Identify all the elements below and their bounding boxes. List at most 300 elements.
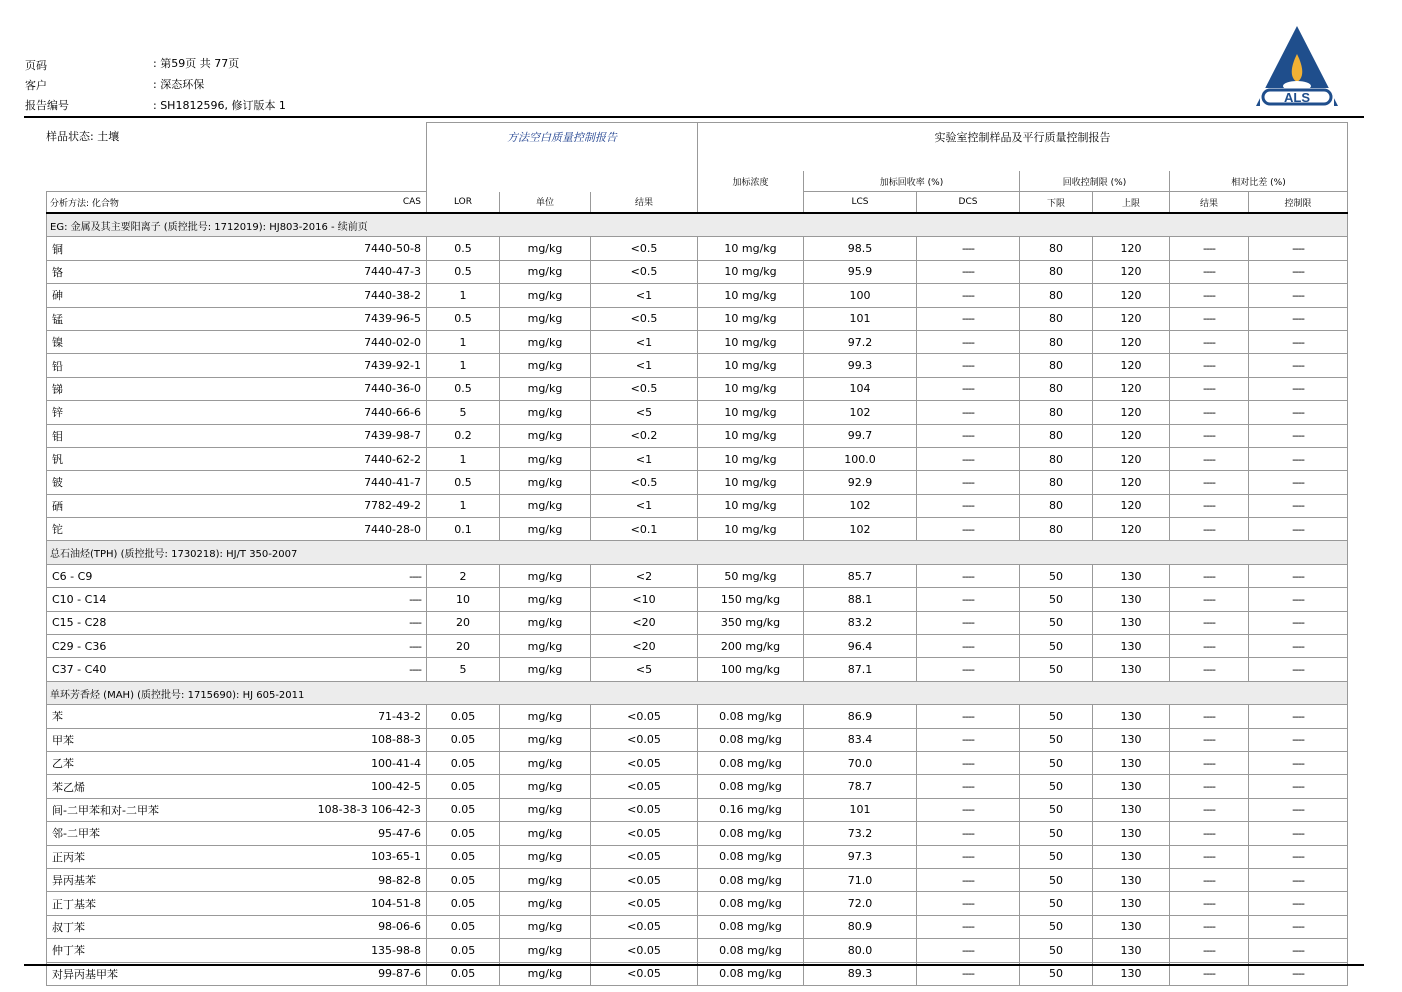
unit-value: mg/kg	[500, 635, 591, 658]
lower-limit: 50	[1020, 892, 1093, 915]
blank-result: <1	[591, 330, 698, 353]
rpd-result: ----	[1170, 798, 1249, 821]
upper-limit: 130	[1093, 939, 1170, 962]
blank-result: <0.05	[591, 845, 698, 868]
lor-value: 20	[427, 611, 500, 634]
lor-value: 0.5	[427, 377, 500, 400]
analyte-name: 正丁基苯	[47, 892, 211, 915]
blank-result: <0.05	[591, 798, 698, 821]
rpd-limit: ----	[1249, 822, 1348, 845]
table-row	[47, 354, 1348, 377]
sample-state: 样品状态: 土壤	[46, 130, 120, 143]
blank-result: <0.05	[591, 728, 698, 751]
lower-limit: 80	[1020, 354, 1093, 377]
lcs-recovery: 95.9	[804, 260, 917, 283]
lcs-recovery: 99.3	[804, 354, 917, 377]
lcs-recovery: 100	[804, 284, 917, 307]
dcs-recovery: ----	[917, 401, 1020, 424]
unit-value: mg/kg	[500, 424, 591, 447]
lor-value: 0.05	[427, 798, 500, 821]
lor-value: 10	[427, 588, 500, 611]
unit-value: mg/kg	[500, 611, 591, 634]
blank-result: <0.05	[591, 892, 698, 915]
analyte-name: 镍	[47, 330, 211, 353]
spike-conc: 0.08 mg/kg	[698, 775, 804, 798]
report-number-value: : SH1812596, 修订版本 1	[153, 99, 286, 112]
unit-header: 单位	[500, 192, 591, 214]
cas-number: 71-43-2	[211, 705, 427, 728]
table-row	[47, 518, 1348, 541]
lcs-recovery: 83.4	[804, 728, 917, 751]
blank-result: <20	[591, 635, 698, 658]
rpd-result: ----	[1170, 564, 1249, 587]
cas-number: 7440-36-0	[211, 377, 427, 400]
upper-limit: 130	[1093, 822, 1170, 845]
table-row	[47, 728, 1348, 751]
rpd-result: ----	[1170, 939, 1249, 962]
analyte-name: 乙苯	[47, 751, 211, 774]
dcs-recovery: ----	[917, 915, 1020, 938]
lcs-recovery: 92.9	[804, 471, 917, 494]
spike-conc: 0.08 mg/kg	[698, 845, 804, 868]
spike-conc: 350 mg/kg	[698, 611, 804, 634]
lor-value: 5	[427, 658, 500, 681]
group-header-row	[47, 541, 1348, 564]
upper-limit-header: 上限	[1093, 192, 1170, 214]
cas-number: 7440-66-6	[211, 401, 427, 424]
upper-limit: 120	[1093, 447, 1170, 470]
result-header: 结果	[591, 192, 698, 214]
spike-conc: 50 mg/kg	[698, 564, 804, 587]
unit-value: mg/kg	[500, 798, 591, 821]
spike-conc: 10 mg/kg	[698, 424, 804, 447]
unit-value: mg/kg	[500, 447, 591, 470]
upper-limit: 130	[1093, 775, 1170, 798]
upper-limit: 120	[1093, 424, 1170, 447]
spike-conc: 10 mg/kg	[698, 518, 804, 541]
footer-divider	[24, 964, 1364, 966]
dcs-recovery: ----	[917, 588, 1020, 611]
table-row	[47, 588, 1348, 611]
lor-value: 0.05	[427, 845, 500, 868]
rpd-result: ----	[1170, 588, 1249, 611]
lcs-recovery: 80.0	[804, 939, 917, 962]
unit-value: mg/kg	[500, 939, 591, 962]
analyte-name: 苯	[47, 705, 211, 728]
dcs-recovery: ----	[917, 611, 1020, 634]
lor-value: 5	[427, 401, 500, 424]
rpd-result: ----	[1170, 728, 1249, 751]
rpd-limit: ----	[1249, 635, 1348, 658]
lcs-header: LCS	[804, 192, 917, 214]
analyte-name: 铊	[47, 518, 211, 541]
lower-limit: 80	[1020, 260, 1093, 283]
rpd-result-header: 结果	[1170, 192, 1249, 214]
cas-number: ----	[211, 564, 427, 587]
rpd-result: ----	[1170, 518, 1249, 541]
lcs-recovery: 70.0	[804, 751, 917, 774]
rpd-limit: ----	[1249, 401, 1348, 424]
rpd-limit: ----	[1249, 260, 1348, 283]
table-row	[47, 775, 1348, 798]
spike-conc: 0.08 mg/kg	[698, 939, 804, 962]
unit-value: mg/kg	[500, 588, 591, 611]
unit-value: mg/kg	[500, 284, 591, 307]
spike-conc: 0.08 mg/kg	[698, 728, 804, 751]
spike-conc: 0.08 mg/kg	[698, 892, 804, 915]
table-row	[47, 822, 1348, 845]
lor-value: 1	[427, 494, 500, 517]
unit-value: mg/kg	[500, 915, 591, 938]
dcs-recovery: ----	[917, 892, 1020, 915]
recovery-limits-header: 回收控制限 (%)	[1020, 171, 1170, 192]
rpd-result: ----	[1170, 962, 1249, 985]
analyte-name: C6 - C9	[47, 564, 211, 587]
cas-number: 108-88-3	[211, 728, 427, 751]
dcs-recovery: ----	[917, 494, 1020, 517]
unit-value: mg/kg	[500, 705, 591, 728]
unit-value: mg/kg	[500, 494, 591, 517]
blank-result: <0.05	[591, 822, 698, 845]
header-divider	[24, 116, 1364, 118]
rpd-result: ----	[1170, 822, 1249, 845]
rpd-limit: ----	[1249, 588, 1348, 611]
table-row	[47, 635, 1348, 658]
lower-limit: 50	[1020, 962, 1093, 985]
analyte-name: 间-二甲苯和对-二甲苯	[47, 798, 211, 821]
upper-limit: 120	[1093, 237, 1170, 260]
rpd-result: ----	[1170, 401, 1249, 424]
unit-value: mg/kg	[500, 822, 591, 845]
table-row	[47, 939, 1348, 962]
lower-limit: 80	[1020, 401, 1093, 424]
dcs-recovery: ----	[917, 705, 1020, 728]
spike-conc: 10 mg/kg	[698, 284, 804, 307]
analyte-name: 苯乙烯	[47, 775, 211, 798]
table-row	[47, 237, 1348, 260]
cas-number: 100-42-5	[211, 775, 427, 798]
upper-limit: 130	[1093, 564, 1170, 587]
analyte-name: 锌	[47, 401, 211, 424]
spike-conc: 200 mg/kg	[698, 635, 804, 658]
analyte-name: 铜	[47, 237, 211, 260]
analyte-header: 分析方法: 化合物	[47, 192, 211, 214]
dcs-recovery: ----	[917, 939, 1020, 962]
rpd-result: ----	[1170, 494, 1249, 517]
upper-limit: 120	[1093, 307, 1170, 330]
lcs-recovery: 72.0	[804, 892, 917, 915]
table-row	[47, 377, 1348, 400]
rpd-result: ----	[1170, 237, 1249, 260]
spike-conc: 0.08 mg/kg	[698, 822, 804, 845]
unit-value: mg/kg	[500, 471, 591, 494]
cas-number: ----	[211, 611, 427, 634]
upper-limit: 130	[1093, 611, 1170, 634]
lor-value: 0.05	[427, 892, 500, 915]
rpd-result: ----	[1170, 611, 1249, 634]
spike-conc: 10 mg/kg	[698, 494, 804, 517]
unit-value: mg/kg	[500, 237, 591, 260]
analyte-name: 铬	[47, 260, 211, 283]
dcs-recovery: ----	[917, 635, 1020, 658]
rpd-limit: ----	[1249, 564, 1348, 587]
blank-result: <0.5	[591, 377, 698, 400]
spike-conc-header: 加标浓度	[698, 171, 804, 192]
report-number-label: 报告编号	[25, 99, 69, 112]
unit-value: mg/kg	[500, 962, 591, 985]
upper-limit: 130	[1093, 915, 1170, 938]
analyte-name: 对异丙基甲苯	[47, 962, 211, 985]
blank-result: <0.1	[591, 518, 698, 541]
upper-limit: 130	[1093, 588, 1170, 611]
analyte-name: C15 - C28	[47, 611, 211, 634]
lower-limit: 80	[1020, 447, 1093, 470]
dcs-recovery: ----	[917, 728, 1020, 751]
lower-limit: 50	[1020, 939, 1093, 962]
upper-limit: 130	[1093, 728, 1170, 751]
table-row	[47, 658, 1348, 681]
rpd-limit: ----	[1249, 354, 1348, 377]
method-blank-title: 方法空白质量控制报告	[507, 131, 617, 144]
unit-value: mg/kg	[500, 330, 591, 353]
dcs-recovery: ----	[917, 962, 1020, 985]
lor-value: 0.5	[427, 237, 500, 260]
lcs-recovery: 86.9	[804, 705, 917, 728]
cas-number: ----	[211, 635, 427, 658]
analyte-name: 仲丁苯	[47, 939, 211, 962]
blank-result: <1	[591, 494, 698, 517]
upper-limit: 130	[1093, 705, 1170, 728]
spike-conc: 150 mg/kg	[698, 588, 804, 611]
analyte-name: 叔丁苯	[47, 915, 211, 938]
analyte-name: 砷	[47, 284, 211, 307]
unit-value: mg/kg	[500, 354, 591, 377]
lower-limit: 80	[1020, 471, 1093, 494]
lor-value: 0.05	[427, 751, 500, 774]
rpd-result: ----	[1170, 354, 1249, 377]
analyte-name: 邻-二甲苯	[47, 822, 211, 845]
lcs-recovery: 101	[804, 307, 917, 330]
lower-limit: 80	[1020, 237, 1093, 260]
analyte-name: 钼	[47, 424, 211, 447]
lor-value: 0.05	[427, 915, 500, 938]
upper-limit: 120	[1093, 330, 1170, 353]
rpd-result: ----	[1170, 915, 1249, 938]
unit-value: mg/kg	[500, 377, 591, 400]
rpd-result: ----	[1170, 845, 1249, 868]
lcs-recovery: 88.1	[804, 588, 917, 611]
cas-number: 7440-38-2	[211, 284, 427, 307]
lcs-recovery: 80.9	[804, 915, 917, 938]
group-title: EG: 金属及其主要阳离子 (质控批号: 1712019): HJ803-2016 - 续前页	[47, 213, 1348, 237]
group-header-row	[47, 213, 1348, 237]
lower-limit: 50	[1020, 915, 1093, 938]
rpd-result: ----	[1170, 260, 1249, 283]
rpd-result: ----	[1170, 635, 1249, 658]
table-row	[47, 447, 1348, 470]
table-row	[47, 845, 1348, 868]
rpd-result: ----	[1170, 330, 1249, 353]
rpd-limit: ----	[1249, 728, 1348, 751]
rpd-limit-header: 控制限	[1249, 192, 1348, 214]
spike-conc: 10 mg/kg	[698, 447, 804, 470]
rpd-limit: ----	[1249, 939, 1348, 962]
lor-value: 1	[427, 447, 500, 470]
lor-value: 2	[427, 564, 500, 587]
analyte-name: 正丙苯	[47, 845, 211, 868]
table-row	[47, 307, 1348, 330]
upper-limit: 120	[1093, 354, 1170, 377]
rpd-limit: ----	[1249, 798, 1348, 821]
group-header-row	[47, 681, 1348, 704]
cas-number: 95-47-6	[211, 822, 427, 845]
lor-value: 0.05	[427, 728, 500, 751]
table-row	[47, 868, 1348, 891]
upper-limit: 130	[1093, 845, 1170, 868]
blank-result: <10	[591, 588, 698, 611]
lower-limit-header: 下限	[1020, 192, 1093, 214]
upper-limit: 120	[1093, 260, 1170, 283]
analyte-name: 甲苯	[47, 728, 211, 751]
rpd-limit: ----	[1249, 868, 1348, 891]
rpd-result: ----	[1170, 377, 1249, 400]
unit-value: mg/kg	[500, 728, 591, 751]
unit-value: mg/kg	[500, 845, 591, 868]
lcs-recovery: 87.1	[804, 658, 917, 681]
lor-value: 0.05	[427, 962, 500, 985]
spike-conc: 0.16 mg/kg	[698, 798, 804, 821]
lower-limit: 50	[1020, 798, 1093, 821]
blank-result: <0.5	[591, 237, 698, 260]
lower-limit: 50	[1020, 564, 1093, 587]
cas-number: ----	[211, 588, 427, 611]
lcs-recovery: 78.7	[804, 775, 917, 798]
rpd-limit: ----	[1249, 330, 1348, 353]
cas-number: 7439-96-5	[211, 307, 427, 330]
rpd-result: ----	[1170, 658, 1249, 681]
unit-value: mg/kg	[500, 401, 591, 424]
cas-number: 7440-28-0	[211, 518, 427, 541]
lor-value: 20	[427, 635, 500, 658]
unit-value: mg/kg	[500, 868, 591, 891]
lcs-recovery: 96.4	[804, 635, 917, 658]
spike-conc: 10 mg/kg	[698, 401, 804, 424]
cas-number: 103-65-1	[211, 845, 427, 868]
cas-number: 98-06-6	[211, 915, 427, 938]
analyte-name: C29 - C36	[47, 635, 211, 658]
dcs-recovery: ----	[917, 564, 1020, 587]
rpd-limit: ----	[1249, 845, 1348, 868]
rpd-result: ----	[1170, 447, 1249, 470]
dcs-recovery: ----	[917, 518, 1020, 541]
dcs-recovery: ----	[917, 237, 1020, 260]
lower-limit: 80	[1020, 494, 1093, 517]
client-value: : 深态环保	[153, 78, 205, 91]
blank-result: <5	[591, 401, 698, 424]
cas-number: 108-38-3 106-42-3	[211, 798, 427, 821]
rpd-limit: ----	[1249, 284, 1348, 307]
cas-number: 7440-62-2	[211, 447, 427, 470]
dcs-recovery: ----	[917, 798, 1020, 821]
rpd-result: ----	[1170, 868, 1249, 891]
lower-limit: 80	[1020, 424, 1093, 447]
lor-header: LOR	[427, 192, 500, 214]
dcs-recovery: ----	[917, 260, 1020, 283]
analyte-name: C10 - C14	[47, 588, 211, 611]
cas-number: 99-87-6	[211, 962, 427, 985]
lower-limit: 80	[1020, 377, 1093, 400]
unit-value: mg/kg	[500, 307, 591, 330]
dcs-recovery: ----	[917, 868, 1020, 891]
lower-limit: 50	[1020, 728, 1093, 751]
cas-number: 104-51-8	[211, 892, 427, 915]
table-row	[47, 494, 1348, 517]
page-number-value: : 第59页 共 77页	[153, 57, 240, 70]
blank-result: <0.05	[591, 868, 698, 891]
analyte-name: C37 - C40	[47, 658, 211, 681]
table-row	[47, 260, 1348, 283]
table-row	[47, 751, 1348, 774]
unit-value: mg/kg	[500, 751, 591, 774]
dcs-recovery: ----	[917, 751, 1020, 774]
lor-value: 0.5	[427, 471, 500, 494]
upper-limit: 130	[1093, 868, 1170, 891]
spike-conc: 10 mg/kg	[698, 354, 804, 377]
spike-conc: 10 mg/kg	[698, 330, 804, 353]
rpd-limit: ----	[1249, 775, 1348, 798]
rpd-limit: ----	[1249, 447, 1348, 470]
lor-value: 0.2	[427, 424, 500, 447]
cas-number: 7782-49-2	[211, 494, 427, 517]
unit-value: mg/kg	[500, 892, 591, 915]
spike-conc: 0.08 mg/kg	[698, 868, 804, 891]
lower-limit: 80	[1020, 518, 1093, 541]
dcs-recovery: ----	[917, 845, 1020, 868]
spike-conc: 10 mg/kg	[698, 471, 804, 494]
spike-conc: 10 mg/kg	[698, 307, 804, 330]
blank-result: <0.5	[591, 260, 698, 283]
rpd-result: ----	[1170, 751, 1249, 774]
upper-limit: 120	[1093, 494, 1170, 517]
lower-limit: 50	[1020, 751, 1093, 774]
spike-conc: 0.08 mg/kg	[698, 915, 804, 938]
dcs-recovery: ----	[917, 377, 1020, 400]
table-row	[47, 424, 1348, 447]
unit-value: mg/kg	[500, 260, 591, 283]
rpd-limit: ----	[1249, 377, 1348, 400]
lor-value: 1	[427, 330, 500, 353]
rpd-limit: ----	[1249, 658, 1348, 681]
upper-limit: 130	[1093, 798, 1170, 821]
dcs-recovery: ----	[917, 330, 1020, 353]
rpd-header: 相对比差 (%)	[1170, 171, 1348, 192]
client-label: 客户	[25, 79, 47, 92]
rpd-limit: ----	[1249, 611, 1348, 634]
lcs-recovery: 97.3	[804, 845, 917, 868]
spike-conc: 0.08 mg/kg	[698, 962, 804, 985]
rpd-limit: ----	[1249, 751, 1348, 774]
analyte-name: 铍	[47, 471, 211, 494]
rpd-result: ----	[1170, 892, 1249, 915]
lor-value: 0.05	[427, 775, 500, 798]
spike-conc: 10 mg/kg	[698, 377, 804, 400]
als-logo	[1254, 24, 1340, 110]
lower-limit: 50	[1020, 611, 1093, 634]
rpd-limit: ----	[1249, 915, 1348, 938]
cas-number: 98-82-8	[211, 868, 427, 891]
blank-result: <20	[591, 611, 698, 634]
analyte-name: 钒	[47, 447, 211, 470]
